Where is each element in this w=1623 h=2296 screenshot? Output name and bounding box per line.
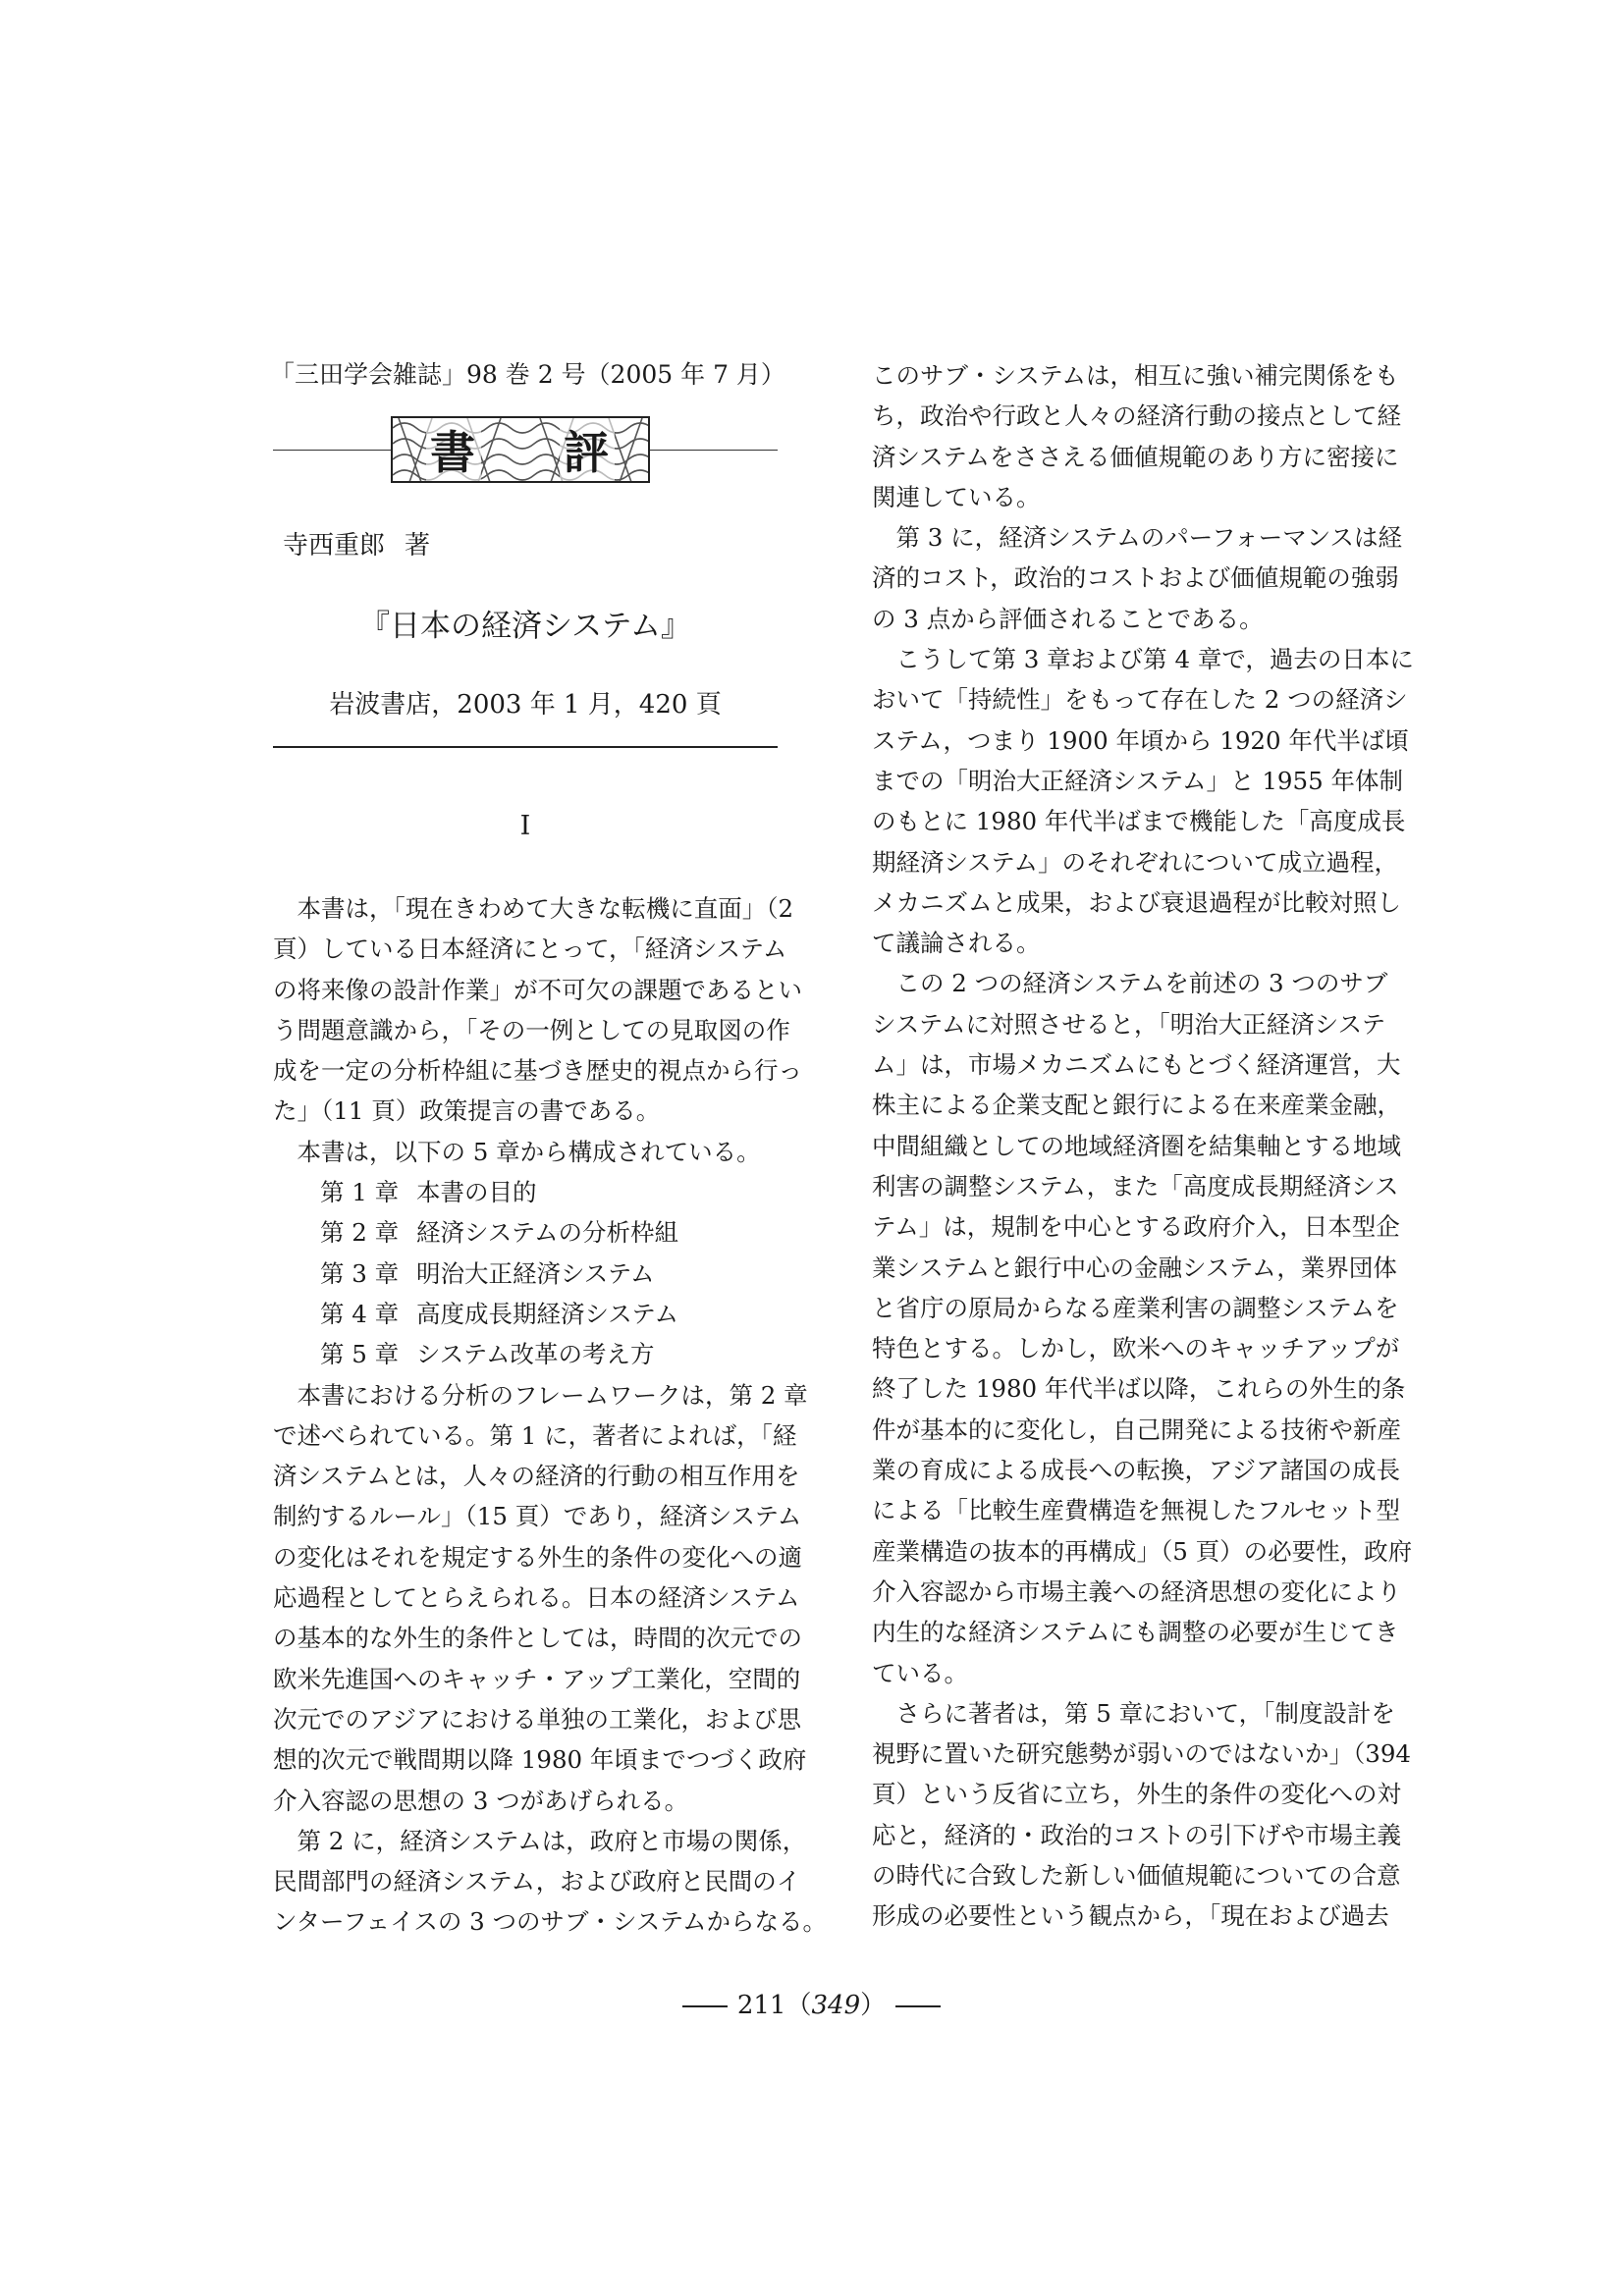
text-line: で述べられている。第 1 に，著者によれば，「経 (273, 1420, 797, 1450)
banner-rule-left (273, 450, 391, 451)
chapter-number: 第 2 章 (320, 1218, 400, 1248)
original-page-number: 349 (811, 1991, 861, 2020)
text-line: 終了した 1980 年代半ば以降，これらの外生的条 (872, 1374, 1406, 1404)
banner-rule-right (650, 450, 778, 451)
chapter-number: 第 4 章 (320, 1299, 400, 1328)
text-line: この 2 つの経済システムを前述の 3 つのサブ (872, 969, 1388, 998)
text-line: のもとに 1980 年代半ばまで機能した「高度成長 (872, 807, 1406, 836)
text-line: 利害の調整システム，また「高度成長期経済シス (872, 1171, 1399, 1201)
text-line: て議論される。 (872, 929, 1041, 958)
text-line: 済システムとは，人々の経済的行動の相互作用を (273, 1462, 800, 1491)
text-line: 中間組織としての地域経済圏を結集軸とする地域 (872, 1131, 1401, 1160)
text-line: 関連している。 (872, 482, 1041, 511)
text-line: 成を一定の分析枠組に基づき歴史的視点から行っ (273, 1056, 802, 1086)
text-line: 期経済システム」のそれぞれについて成立過程， (872, 847, 1399, 877)
text-line: の将来像の設計作業」が不可欠の課題であるとい (273, 975, 802, 1004)
chapter-title: システム改革の考え方 (416, 1340, 655, 1369)
chapter-number: 第 1 章 (320, 1178, 400, 1207)
text-line: 頁）という反省に立ち，外生的条件の変化への対 (872, 1780, 1401, 1809)
chapter-title: 本書の目的 (416, 1178, 537, 1207)
section-number: I (519, 811, 531, 841)
text-line: 応と，経済的・政治的コストの引下げや市場主義 (872, 1820, 1401, 1849)
text-line: た」（11 頁）政策提言の書である。 (273, 1096, 661, 1126)
text-line: 欧米先進国へのキャッチ・アップ工業化，空間的 (273, 1664, 801, 1693)
text-line: 次元でのアジアにおける単独の工業化，および思 (273, 1704, 802, 1734)
text-line: 本書における分析のフレームワークは，第 2 章 (273, 1380, 808, 1410)
title-rule (273, 746, 778, 748)
chapter-title: 経済システムの分析枠組 (416, 1218, 679, 1248)
text-line: 業の育成による成長への転換，アジア諸国の成長 (872, 1456, 1401, 1485)
text-line: 介入容認から市場主義への経済思想の変化により (872, 1576, 1401, 1606)
text-line: 形成の必要性という観点から，「現在および過去 (872, 1901, 1389, 1931)
right-column (872, 355, 1414, 1937)
chapter-number: 第 5 章 (320, 1340, 400, 1369)
text-line: このサブ・システムは，相互に強い補完関係をも (872, 361, 1399, 390)
text-line: の時代に合致した新しい価値規範についての合意 (872, 1860, 1401, 1890)
text-line: 本書は，以下の 5 章から構成されている。 (273, 1137, 761, 1166)
text-line: 業システムと銀行中心の金融システム，業界団体 (872, 1253, 1397, 1282)
text-line: 視野に置いた研究態勢が弱いのではないか」（394 (872, 1739, 1412, 1769)
text-line: 制約するルール」（15 頁）であり，経済システム (273, 1502, 802, 1531)
book-review-banner (391, 416, 650, 483)
text-line: 特色とする。しかし，欧米へのキャッチアップが (872, 1334, 1400, 1363)
chapter-number: 第 3 章 (320, 1258, 400, 1288)
page-footer: 211（349） (0, 1985, 1623, 2021)
text-line: ンターフェイスの 3 つのサブ・システムからなる。 (273, 1907, 828, 1937)
text-line: ち，政治や行政と人々の経済行動の接点として経 (872, 401, 1401, 431)
text-line: 応過程としてとらえられる。日本の経済システム (273, 1583, 800, 1613)
text-line: 本書は，「現在きわめて大きな転機に直面」（2 (273, 894, 794, 923)
chapter-item (320, 1172, 784, 1212)
text-line: システムに対照させると，「明治大正経済システ (872, 1009, 1386, 1039)
text-line: ステム，つまり 1900 年頃から 1920 年代半ば頃 (872, 725, 1409, 755)
text-line: の変化はそれを規定する外生的条件の変化への適 (273, 1542, 802, 1572)
text-line: 産業構造の抜本的再構成」（5 頁）の必要性，政府 (872, 1536, 1413, 1566)
text-line: 済システムをささえる価値規範のあり方に密接に (872, 442, 1399, 471)
text-line: ム」は，市場メカニズムにもとづく経済運営，大 (872, 1050, 1401, 1080)
text-line: 内生的な経済システムにも調整の必要が生じてき (872, 1618, 1399, 1647)
text-line: 株主による企業支配と銀行による在来産業金融， (872, 1091, 1401, 1120)
author-role: 著 (405, 531, 431, 561)
text-line: による「比較生産費構造を無視したフルセット型 (872, 1496, 1401, 1525)
text-line: う問題意識から，「その一例としての見取図の作 (273, 1015, 790, 1044)
chapter-item (320, 1334, 784, 1374)
book-author: 寺西重郎 (283, 531, 386, 561)
text-line: 第 3 に，経済システムのパーフォーマンスは経 (872, 523, 1403, 553)
text-line: 済的コスト，政治的コストおよび価値規範の強弱 (872, 563, 1399, 593)
left-column (273, 888, 828, 1943)
chapter-item (320, 1212, 784, 1253)
text-line: 件が基本的に変化し，自己開発による技術や新産 (872, 1415, 1401, 1444)
text-line: メカニズムと成果，および衰退過程が比較対照し (872, 887, 1401, 917)
text-line: 想的次元で戦間期以降 1980 年頃までつづく政府 (273, 1745, 807, 1775)
chapter-item (320, 1254, 784, 1294)
text-line: と省庁の原局からなる産業利害の調整システムを (872, 1293, 1399, 1322)
text-line: さらに著者は，第 5 章において，「制度設計を (872, 1698, 1395, 1728)
banner-char-sho: 書 (426, 417, 481, 482)
book-title: 『日本の経済システム』 (359, 609, 691, 644)
text-line: ている。 (872, 1658, 968, 1687)
chapter-list (273, 1172, 784, 1374)
chapter-item (320, 1294, 784, 1334)
page-number: 211 (736, 1991, 786, 2020)
journal-header: 「三田学会雑誌」98 巻 2 号（2005 年 7 月） (270, 360, 785, 389)
text-line: の 3 点から評価されることである。 (872, 604, 1264, 633)
text-line: 第 2 に，経済システムは，政府と市場の関係， (273, 1826, 807, 1855)
publisher-line: 岩波書店，2003 年 1 月，420 頁 (329, 690, 722, 720)
text-line: テム」は，規制を中心とする政府介入，日本型企 (872, 1212, 1400, 1242)
text-line: 介入容認の思想の 3 つがあげられる。 (273, 1786, 689, 1815)
banner-char-hyo: 評 (560, 417, 615, 482)
chapter-title: 明治大正経済システム (416, 1258, 655, 1288)
text-line: の基本的な外生的条件としては，時間的次元での (273, 1624, 802, 1653)
footer-dash-left (682, 2005, 728, 2007)
text-line: 民間部門の経済システム，および政府と民間のイ (273, 1867, 801, 1896)
text-line: おいて「持続性」をもって存在した 2 つの経済シ (872, 685, 1408, 715)
text-line: 頁）している日本経済にとって，「経済システム (273, 934, 787, 964)
text-line: こうして第 3 章および第 4 章で，過去の日本に (872, 645, 1414, 674)
footer-dash-right (895, 2005, 941, 2007)
text-line: までの「明治大正経済システム」と 1955 年体制 (872, 766, 1403, 795)
chapter-title: 高度成長期経済システム (416, 1299, 679, 1328)
